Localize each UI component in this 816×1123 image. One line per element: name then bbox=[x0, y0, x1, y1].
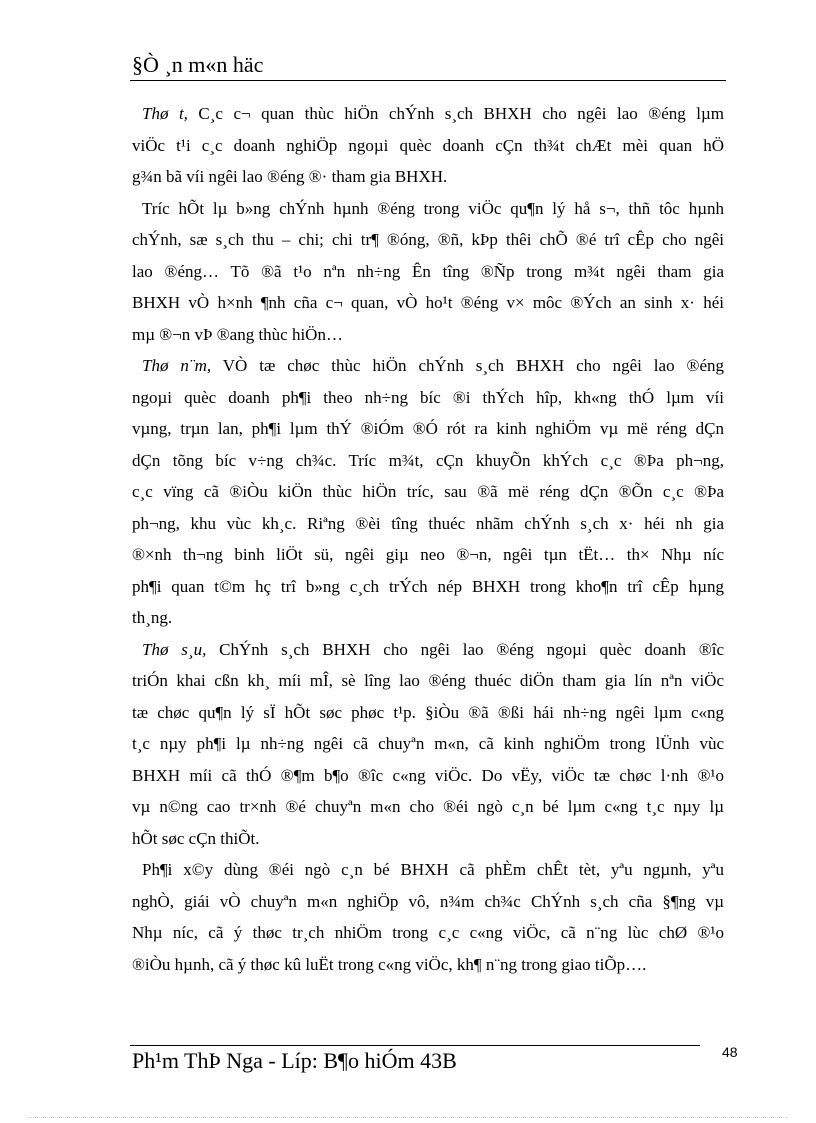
paragraph-line: Thø s¸u, ChÝnh s¸ch BHXH cho ngêi lao ®éng ngoµi quèc doanh ®îc bbox=[142, 639, 724, 659]
paragraph-line: ®×nh th¬ng binh liÖt sü, ngêi giµ neo ®¬n, ngêi tµn tËt… th× Nhµ níc bbox=[132, 545, 724, 564]
page-header-title: §Ò ¸n m«n häc bbox=[132, 52, 264, 77]
paragraph-line: ph¶i quan t©m hç trî b»ng c¸ch trÝch nép BHXH trong kho¶n trî cÊp hµng bbox=[132, 576, 724, 596]
paragraph-line: viÖc t¹i c¸c doanh nghiÖp ngoµi quèc doanh cÇn th¾t chÆt mèi quan hÖ bbox=[132, 135, 724, 155]
paragraph-line: c¸c vïng cã ®iÒu kiÖn thùc hiÖn tríc, sau ®ã më réng dÇn ®Õn c¸c ®Þa bbox=[132, 482, 724, 501]
paragraph-line: Nhµ níc, cã ý thøc tr¸ch nhiÖm trong c¸c c«ng viÖc, cã n¨ng lùc chØ ®¹o bbox=[132, 923, 724, 942]
paragraph-line: BHXH vÒ h×nh ¶nh cña c¬ quan, vÒ ho¹t ®éng v× môc ®Ých an sinh x· héi bbox=[132, 293, 724, 312]
paragraph-line: vµ n©ng cao tr×nh ®é chuyªn m«n cho ®éi ngò c¸n bé lµm c«ng t¸c nµy lµ bbox=[132, 797, 724, 816]
paragraph-line: ngoµi quèc doanh ph¶i theo nh÷ng bíc ®i thÝch hîp, kh«ng thÓ lµm víi bbox=[132, 387, 724, 407]
paragraph-line: chÝnh, sæ s¸ch thu – chi; chi tr¶ ®óng, ®ñ, kÞp thêi chÕ ®é trî cÊp cho ngêi bbox=[132, 230, 724, 249]
paragraph-line: BHXH míi cã thÓ ®¶m b¶o ®îc c«ng viÖc. Do vËy, viÖc tæ chøc l·nh ®¹o bbox=[132, 765, 724, 785]
paragraph-line: dÇn tõng bíc v÷ng ch¾c. Tríc m¾t, cÇn khuyÕn khÝch c¸c ®Þa ph¬ng, bbox=[132, 450, 724, 470]
page-number: 48 bbox=[722, 1044, 738, 1060]
paragraph-lead: Thø n¨m, bbox=[142, 356, 212, 375]
paragraph-line: mµ ®¬n vÞ ®ang thùc hiÖn… bbox=[132, 324, 343, 344]
paragraph-line: Tríc hÕt lµ b»ng chÝnh hµnh ®éng trong viÖc qu¶n lý hå s¬, thñ tôc hµnh bbox=[142, 198, 724, 218]
paragraph-lead: Thø s¸u, bbox=[142, 639, 207, 659]
paragraph-line: Thø n¨m, VÒ tæ chøc thùc hiÖn chÝnh s¸ch BHXH cho ngêi lao ®éng bbox=[142, 356, 724, 375]
paragraph-line: ®iÒu hµnh, cã ý thøc kû luËt trong c«ng viÖc, kh¶ n¨ng trong giao tiÕp…. bbox=[132, 954, 647, 974]
paragraph-line: th¸ng. bbox=[132, 608, 173, 627]
footer-author: Ph¹m ThÞ Nga - Líp: B¶o hiÓm 43B bbox=[132, 1048, 457, 1073]
paragraph-line: tæ chøc qu¶n lý sÏ hÕt søc phøc t¹p. §iÒu ®ã ®ßi hái nh÷ng ngêi lµm c«ng bbox=[132, 702, 724, 722]
paragraph-line: nghÒ, giái vÒ chuyªn m«n nghiÖp vô, n¾m ch¾c ChÝnh s¸ch cña §¶ng vµ bbox=[132, 891, 724, 911]
page-edge-dotted-line bbox=[28, 1117, 788, 1118]
footer-divider bbox=[130, 1045, 700, 1046]
header-divider bbox=[130, 80, 726, 81]
paragraph-lead: Thø t, bbox=[142, 104, 188, 123]
paragraph-line: triÓn khai cßn kh¸ míi mÎ, sè lîng lao ®éng thuéc diÖn tham gia lín nªn viÖc bbox=[132, 671, 724, 690]
paragraph-line: hÕt søc cÇn thiÕt. bbox=[132, 828, 260, 848]
paragraph-line: ph¬ng, khu vùc kh¸c. Riªng ®èi tîng thuéc nhãm chÝnh s¸ch x· héi nh gia bbox=[132, 513, 724, 533]
paragraph-line: lao ®éng… Tõ ®ã t¹o nªn nh÷ng Ên tîng ®Ñp trong m¾t ngêi tham gia bbox=[132, 261, 724, 281]
paragraph-line: vµng, trµn lan, ph¶i lµm thÝ ®iÓm ®Ó rót ra kinh nghiÖm vµ më réng dÇn bbox=[132, 419, 724, 438]
paragraph-line: Ph¶i x©y dùng ®éi ngò c¸n bé BHXH cã phÈm chÊt tèt, yªu ngµnh, yªu bbox=[142, 860, 724, 879]
document-body bbox=[132, 98, 724, 980]
paragraph-line: t¸c nµy ph¶i lµ nh÷ng ngêi cã chuyªn m«n, cã kinh nghiÖm trong lÜnh vùc bbox=[132, 734, 724, 753]
paragraph-line: g¾n bã víi ngêi lao ®éng ®· tham gia BHXH. bbox=[132, 167, 448, 186]
paragraph-line: Thø t, C¸c c¬ quan thùc hiÖn chÝnh s¸ch BHXH cho ngêi lao ®éng lµm bbox=[142, 104, 724, 123]
